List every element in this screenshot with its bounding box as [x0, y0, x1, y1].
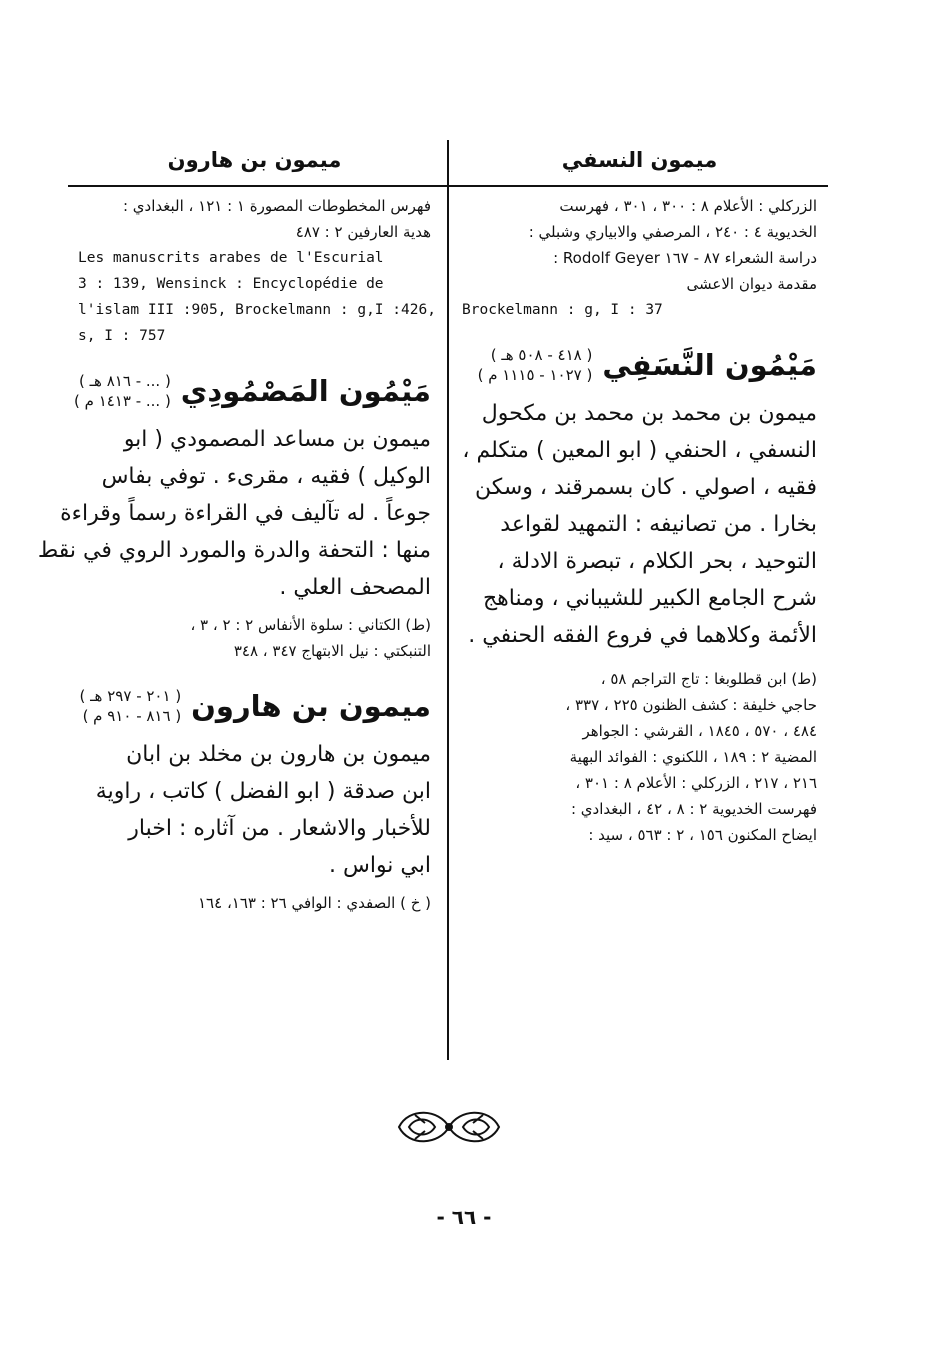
dates-gregorian: ( ٨١٦ - ٩١٠ م ) — [82, 707, 182, 725]
body-line: التوحيد ، بحر الكلام ، تبصرة الادلة ، — [497, 549, 817, 574]
body-line: ميمون بن مساعد المصمودي ( ابو — [123, 427, 431, 452]
reference-line: الخديوية ٤ : ٢٤٠ ، المرصفي والابياري وشبلي : — [528, 223, 817, 241]
reference-line: فهرس المخطوطات المصورة ١ : ١٢١ ، البغدادي : — [122, 197, 431, 215]
body-line: النسفي ، الحنفي ( ابو المعين ) متكلم ، — [462, 438, 817, 463]
reference-line: ايضاح المكنون ١٥٦ ، ٢ : ٥٦٣ ، سيد : — [588, 826, 817, 844]
ornament-icon — [395, 1103, 503, 1151]
entry-heading — [74, 371, 431, 411]
entry-maymun-nasafi — [462, 345, 817, 848]
entry-dates — [80, 686, 182, 726]
entry-references — [462, 666, 817, 848]
entry-heading — [462, 345, 817, 385]
entry-dates — [74, 371, 171, 411]
body-line: منها : التحفة والدرة والمورد الروي في نقط — [37, 538, 431, 563]
entry-heading — [78, 686, 431, 726]
reference-line: التنبكتي : نيل الابتهاج ٣٤٧ ، ٣٤٨ — [233, 642, 431, 660]
reference-line: مقدمة ديوان الاعشى — [686, 275, 817, 293]
body-line: ابي نواس . — [328, 853, 431, 878]
dates-hijri: ( ٤١٨ - ٥٠٨ هـ ) — [490, 346, 593, 364]
entry-dates — [478, 345, 593, 385]
entry-name: مَيْمُون النَّسَفِي — [602, 348, 817, 382]
right-column-header: ميمون النسفي — [561, 148, 718, 172]
reference-line: ( خ ) الصفدي : الوافي ٢٦ : ١٦٣، ١٦٤ — [198, 894, 431, 912]
entry-body — [462, 395, 817, 654]
body-line: بخارا . من تصانيفه : التمهيد لقواعد — [500, 512, 817, 537]
body-line: شرح الجامع الكبير للشيباني ، ومناهج — [482, 586, 817, 611]
reference-line: حاجي خليفة : كشف الظنون ٢٢٥ ، ٣٣٧ ، — [565, 696, 817, 714]
spacer — [462, 654, 817, 666]
dates-hijri: ( ... - ٨١٦ هـ ) — [79, 372, 171, 390]
body-line: ميمون بن هارون بن مخلد بن ابان — [126, 742, 431, 767]
entry-body — [78, 736, 431, 884]
entry-maymun-bin-harun — [78, 686, 431, 916]
reference-line: (ط) الكتاني : سلوة الأنفاس ٢ : ٢ ، ٣ ، — [190, 616, 431, 634]
reference-latin-line: Les manuscrits arabes de l'Escurial — [78, 250, 384, 266]
reference-latin-line: l'islam III :905, Brockelmann : g,I :426, — [78, 302, 436, 318]
entry-references — [78, 612, 431, 664]
reference-latin-line: 3 : 139, Wensinck : Encyclopédie de — [78, 276, 384, 292]
entry-maymun-masmudi — [37, 371, 431, 664]
dates-gregorian: ( ١٠٢٧ - ١١١٥ م ) — [477, 366, 593, 384]
reference-line: ٢١٦ ، ٢١٧ ، الزركلي : الأعلام ٨ : ٣٠١ ، — [575, 774, 817, 792]
body-line: المصحف العلي . — [279, 575, 431, 600]
dates-hijri: ( ٢٠١ - ٢٩٧ هـ ) — [79, 687, 182, 705]
reference-latin-line: Brockelmann : g, I : 37 — [462, 302, 663, 318]
dates-gregorian: ( ... - ١٤١٣ م ) — [74, 392, 171, 410]
right-top-references — [462, 193, 817, 323]
reference-line: المضية ٢ : ١٨٩ ، اللكنوي : الفوائد البهية — [569, 748, 817, 766]
left-top-references — [78, 193, 436, 349]
column-divider — [447, 140, 449, 1060]
entry-body — [37, 421, 431, 606]
reference-line: هدية العارفين ٢ : ٤٨٧ — [295, 223, 431, 241]
body-line: للأخبار والاشعار . من آثاره : اخبار — [128, 816, 431, 841]
reference-latin-line: s, I : 757 — [78, 328, 166, 344]
left-column-header: ميمون بن هارون — [167, 148, 342, 172]
reference-line: الزركلي : الأعلام ٨ : ٣٠٠ ، ٣٠١ ، فهرست — [559, 197, 817, 215]
body-line: فقيه ، اصولي . كان بسمرقند ، وسكن — [474, 475, 817, 500]
body-line: ميمون بن محمد بن محمد بن مكحول — [481, 401, 817, 426]
entry-name: ميمون بن هارون — [191, 689, 431, 723]
right-column — [462, 135, 817, 848]
body-line: الأئمة وكلاهما في فروع الفقه الحنفي . — [468, 623, 817, 648]
page-number: - ٦٦ - — [436, 1205, 492, 1229]
reference-line: ٤٨٤ ، ٥٧٠ ، ١٨٤٥ ، القرشي : الجواهر — [582, 722, 817, 740]
body-line: ابن صدقة ( ابو الفضل ) كاتب ، راوية — [95, 779, 431, 804]
body-line: جوعاً . له تآليف في القراءة رسماً وقراءة — [60, 501, 431, 526]
body-line: الوكيل ) فقيه ، مقرىء . توفي بفاس — [101, 464, 431, 489]
left-column — [37, 135, 436, 916]
reference-line: (ط) ابن قطلوبغا : تاج التراجم ٥٨ ، — [600, 670, 817, 688]
entry-name: مَيْمُون المَصْمُودِي — [180, 374, 431, 408]
reference-line: دراسة الشعراء ٨٧ - ١٦٧ Rodolf Geyer : — [553, 249, 817, 267]
entry-references — [78, 890, 431, 916]
reference-line: فهرست الخديوية ٢ : ٨ ، ٤٢ ، البغدادي : — [570, 800, 817, 818]
